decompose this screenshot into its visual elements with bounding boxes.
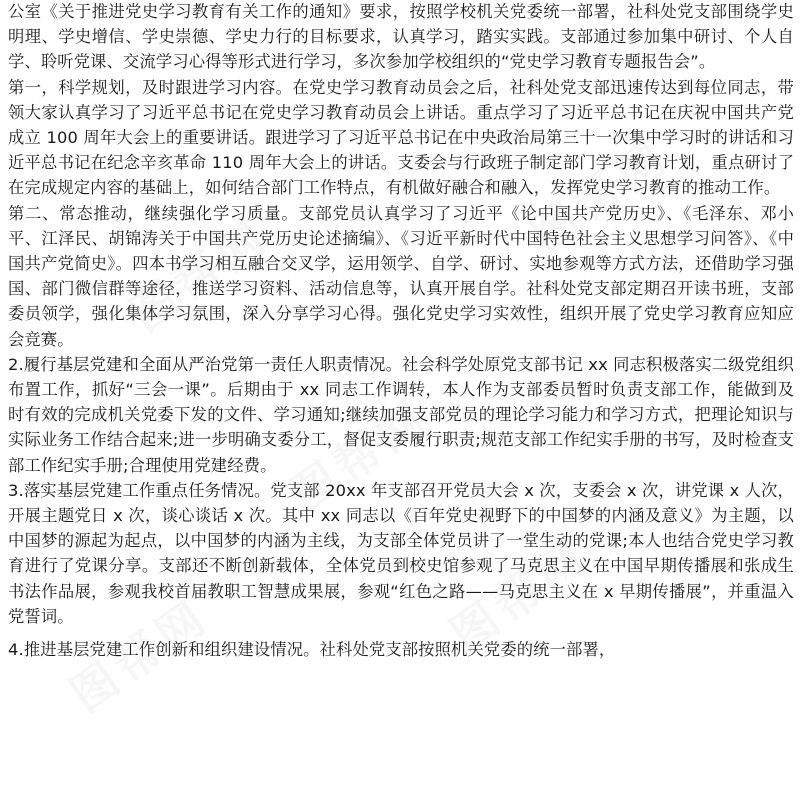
watermark: 图帮网 <box>280 388 440 523</box>
paragraph-first-point: 第一，科学规划，及时跟进学习内容。在党史学习教育动员会之后，社科处党支部迅速传达到每位同志，带领大家认真学习了习近平总书记在党史学习教育动员会上讲话。重点学习了习近平总书记在庆祝中国共产党成立 100 周年大会上的重要讲话。跟进学习了习近平总书记在中央政治局第三十一次集中学习时的讲话和习近平总书记在纪念辛亥革命 110 周年大会上的讲话。支委会与行政班子制定部门学习教育计划，重点研讨了在完成规定内容的基础上，如何结合部门工作特点，有机做好融合和融入，发挥党史学习教育的推动工作。 <box>8 77 794 198</box>
paragraph-cut-off <box>8 631 794 660</box>
watermark: 图帮网 <box>520 128 680 263</box>
watermark: 图帮网 <box>60 588 220 723</box>
paragraph-second-point: 第二、常态推动，继续强化学习质量。支部党员认真学习了习近平《论中国共产党历史》、《毛泽东、邓小平、江泽民、胡锦涛关于中国共产党历史论述摘编》、《习近平新时代中国特色社会主义思想学习问答》、《中国共产党简史》。四本书学习相互融合交叉学，运用领学、自学、研讨、实地参观等方式方法，还借助学习强国、部门微信群等途径，推送学习资料、活动信息等，认真开展自学。社科处党支部定期召开读书班，支部委员领学，强化集体学习氛围，深入分享学习心得。强化党史学习实效性，组织开展了党史学习教育应知应会竞赛。 <box>8 203 794 349</box>
cut-off-line-text: 4.推进基层党建工作创新和组织建设情况。社科处党支部按照机关党委的统一部署， <box>8 640 616 660</box>
watermark: 图帮网 <box>120 208 280 343</box>
paragraph-section-2: 2.履行基层党建和全面从严治党第一责任人职责情况。社会科学处原党支部书记 xx 同志积极落实二级党组织布置工作，抓好“三会一课”。后期由于 xx 同志工作调转，本人作为支部委员暂时负责支部工作，能做到及时有效的完成机关党委下发的文件、学习通知;继续加强支部党员的理论学习能力和学习方式，把理论知识与实际业务工作结合起来;进一步明确支委分工，督促支委履行职责;规范支部工作纪实手册的书写，及时检查支部工作纪实手册;合理使用党建经费。 <box>8 354 794 475</box>
watermark: 图帮网 <box>440 528 600 663</box>
paragraph-intro: 公室《关于推进党史学习教育有关工作的通知》要求，按照学校机关党委统一部署，社科处党支部围绕学史明理、学史增信、学史崇德、学史力行的目标要求，认真学习，踏实实践。支部通过参加集中研讨、个人自学、聆听党课、交流学习心得等形式进行学习，多次参加学校组织的“党史学习教育专题报告会”。 <box>8 2 794 72</box>
paragraph-section-3: 3.落实基层党建工作重点任务情况。党支部 20xx 年支部召开党员大会 x 次，支委会 x 次，讲党课 x 人次，开展主题党日 x 次，谈心谈话 x 次。其中 xx 同志以《百年党史视野下的中国梦的内涵及意义》为主题，以中国梦的源起为起点，以中国梦的内涵为主线，为支部全体党员讲了一堂生动的党课;本人也结合党史学习教育进行了党课分享。支部还不断创新载体，全体党员到校史馆参观了马克思主义在中国早期传播展和张成生书法作品展，参观我校首届教职工智慧成果展，参观“红色之路——马克思主义在 x 早期传播展”，并重温入党誓词。 <box>8 480 794 626</box>
